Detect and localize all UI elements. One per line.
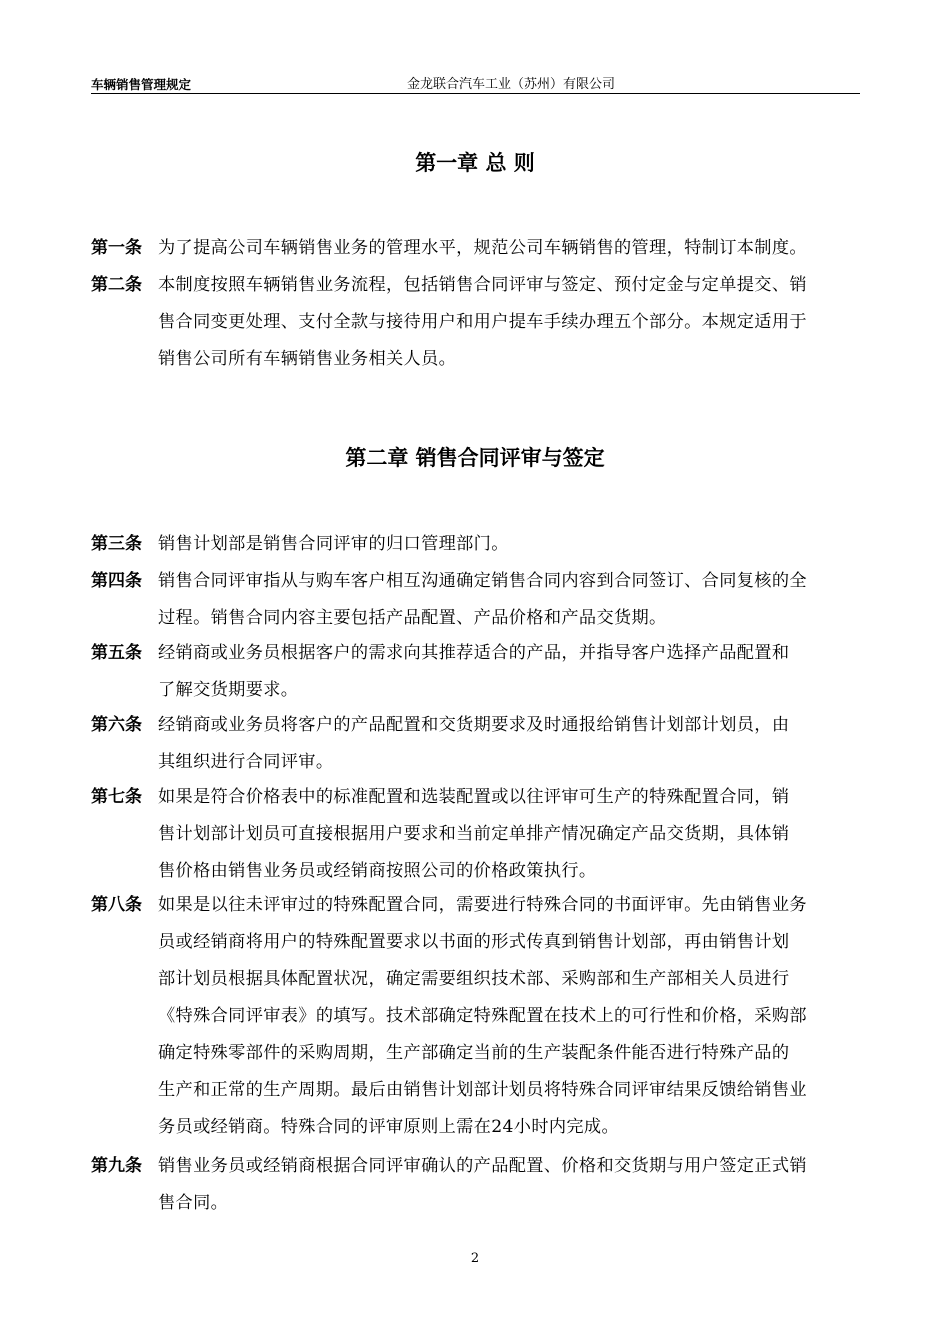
page-header [91,76,860,94]
article-number: 第八条 [91,895,142,915]
article [91,526,863,563]
article [91,887,863,1146]
article-number: 第七条 [91,787,142,807]
article-number: 第一条 [91,238,142,258]
article [91,1148,863,1222]
chapter-title: 第二章 销售合同评审与签定 [345,446,605,470]
article-text: 本制度按照车辆销售业务流程，包括销售合同评审与签定、预付定金与定单提交、销 售合同变更处理、支付全款与接待用户和用户提车手续办理五个部分。本规定适用于 销售公司所有车辆销售业务相关人员。 [158,275,807,369]
article-number: 第三条 [91,534,142,554]
article-text: 销售合同评审指从与购车客户相互沟通确定销售合同内容到合同签订、合同复核的全 过程。销售合同内容主要包括产品配置、产品价格和产品交货期。 [158,571,807,628]
article-number: 第四条 [91,571,142,591]
header-company-name: 金龙联合汽车工业（苏州）有限公司 [407,77,616,92]
header-document-title: 车辆销售管理规定 [91,77,192,92]
chapter-title: 第一章 总 则 [415,151,535,175]
article [91,230,863,267]
article [91,707,863,781]
article-number: 第二条 [91,275,142,295]
article-text: 销售计划部是销售合同评审的归口管理部门。 [158,534,509,554]
article-number: 第六条 [91,715,142,735]
article-text: 经销商或业务员将客户的产品配置和交货期要求及时通报给销售计划部计划员，由 其组织进行合同评审。 [158,715,790,772]
article [91,563,863,637]
article-text: 为了提高公司车辆销售业务的管理水平，规范公司车辆销售的管理，特制订本制度。 [158,238,807,258]
article-number: 第九条 [91,1156,142,1176]
article-text: 如果是以往未评审过的特殊配置合同，需要进行特殊合同的书面评审。先由销售业务 员或经销商将用户的特殊配置要求以书面的形式传真到销售计划部，再由销售计划 部计划员根据具体配置状况，确定需要组织技术部、采购部和生产部相关人员进行 《特殊合同评审表》的填写。技术部确定特殊配置在技术上的可行性和价格，采购部 确定特殊零部件的采购周期，生产部确定当前的生产装配条件能否进行特殊产品的 生产和正常的生产周期。最后由销售计划部计划员将特殊合同评审结果反馈给销售业 务员或经销商。特殊合同的评审原则上需在24小时内完成。 [158,895,807,1137]
article [91,635,863,709]
article-text: 如果是符合价格表中的标准配置和选装配置或以往评审可生产的特殊配置合同，销 售计划部计划员可直接根据用户要求和当前定单排产情况确定产品交货期，具体销 售价格由销售业务员或经销商按照公司的价格政策执行。 [158,787,790,881]
page-number: 2 [470,1251,480,1266]
article-number: 第五条 [91,643,142,663]
article [91,779,863,890]
article [91,267,863,378]
article-text: 销售业务员或经销商根据合同评审确认的产品配置、价格和交货期与用户签定正式销 售合同。 [158,1156,807,1213]
article-text: 经销商或业务员根据客户的需求向其推荐适合的产品，并指导客户选择产品配置和 了解交货期要求。 [158,643,790,700]
